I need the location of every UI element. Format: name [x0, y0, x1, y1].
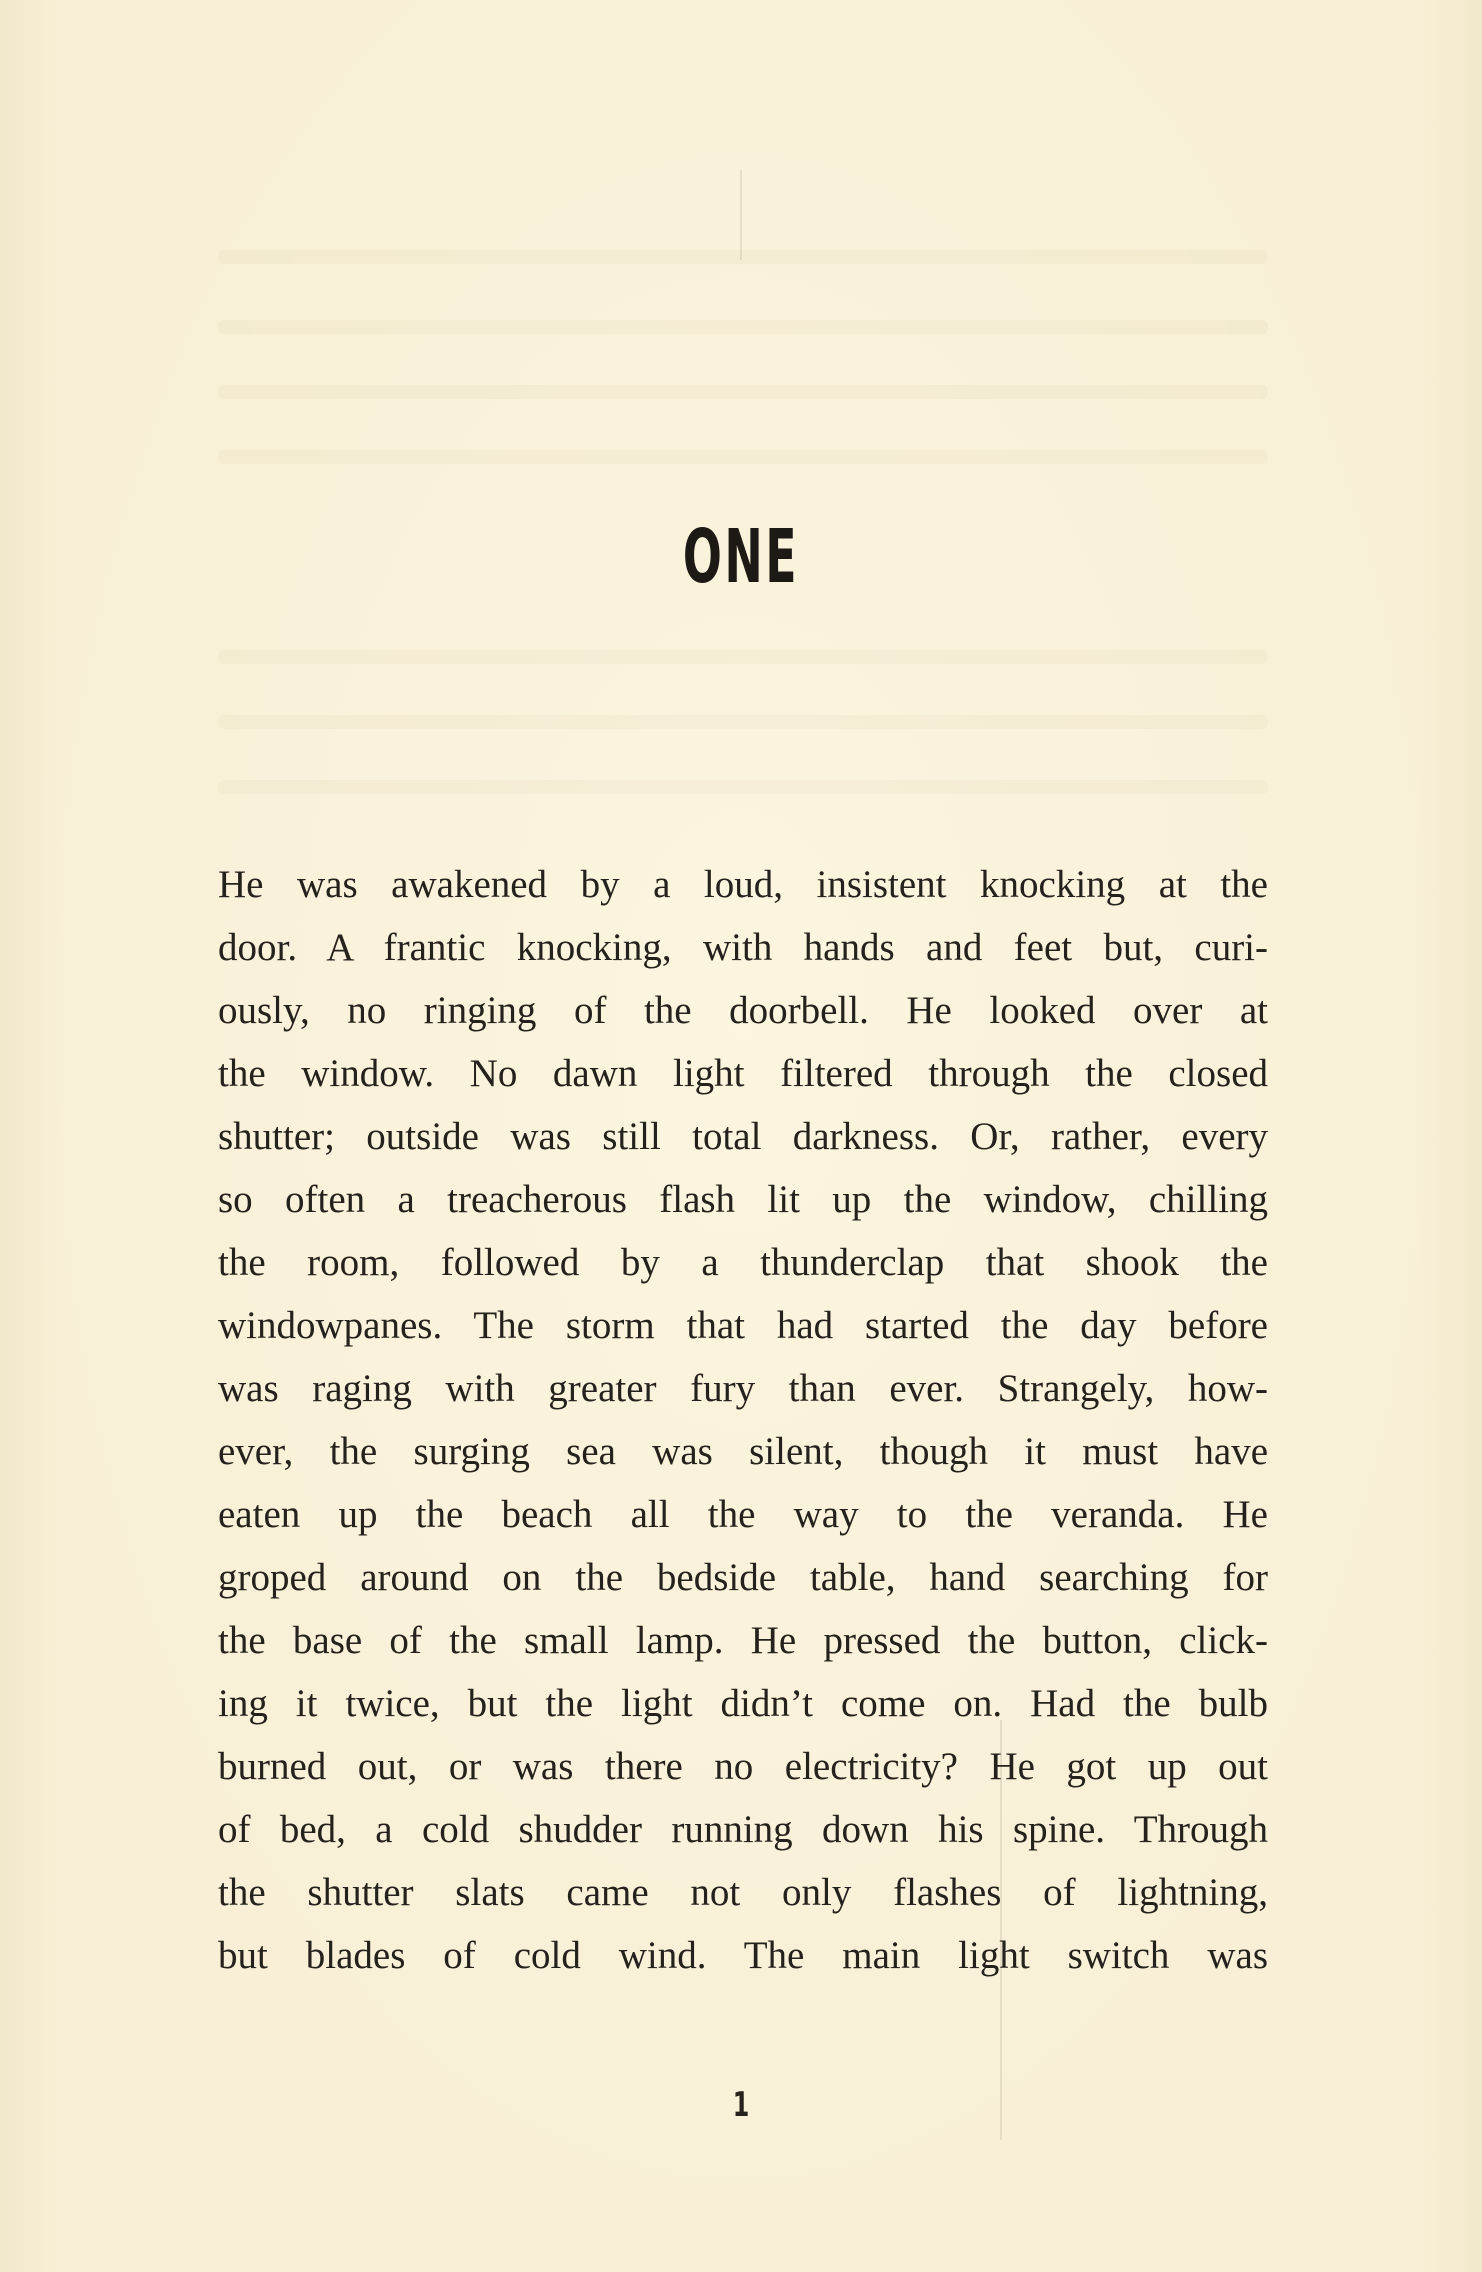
bleed-through-line — [218, 320, 1268, 334]
text-line: shutter; outside was still total darkness. Or, rather, every — [218, 1115, 1268, 1158]
bleed-through-line — [218, 650, 1268, 664]
body-paragraph — [218, 853, 1268, 1987]
text-line: ously, no ringing of the doorbell. He looked over at — [218, 989, 1268, 1032]
bleed-through-line — [218, 385, 1268, 399]
text-line: the shutter slats came not only flashes of lightning, — [218, 1871, 1268, 1914]
bleed-through-line — [218, 450, 1268, 464]
text-line: so often a treacherous flash lit up the window, chilling — [218, 1178, 1268, 1221]
text-line: the room, followed by a thunderclap that shook the — [218, 1241, 1268, 1284]
bleed-through-line — [218, 250, 1268, 264]
text-line: the window. No dawn light filtered through the closed — [218, 1052, 1268, 1095]
text-line: He was awakened by a loud, insistent knocking at the — [218, 863, 1268, 906]
text-line: the base of the small lamp. He pressed the button, click- — [218, 1619, 1268, 1662]
bleed-through-line — [218, 715, 1268, 729]
text-line: eaten up the beach all the way to the veranda. He — [218, 1493, 1268, 1536]
text-line: door. A frantic knocking, with hands and feet but, curi- — [218, 926, 1268, 969]
text-line: of bed, a cold shudder running down his spine. Through — [218, 1808, 1268, 1851]
chapter-title: ONE — [682, 514, 800, 600]
text-line: but blades of cold wind. The main light switch was — [218, 1934, 1268, 1977]
page-number: 1 — [732, 2085, 750, 2125]
text-line: ing it twice, but the light didn’t come on. Had the bulb — [218, 1682, 1268, 1725]
text-line: groped around on the bedside table, hand searching for — [218, 1556, 1268, 1599]
paper-crease — [740, 170, 742, 260]
text-line: ever, the surging sea was silent, though it must have — [218, 1430, 1268, 1473]
text-line: burned out, or was there no electricity? He got up out — [218, 1745, 1268, 1788]
text-line: windowpanes. The storm that had started the day before — [218, 1304, 1268, 1347]
text-line: was raging with greater fury than ever. Strangely, how- — [218, 1367, 1268, 1410]
bleed-through-line — [218, 780, 1268, 794]
